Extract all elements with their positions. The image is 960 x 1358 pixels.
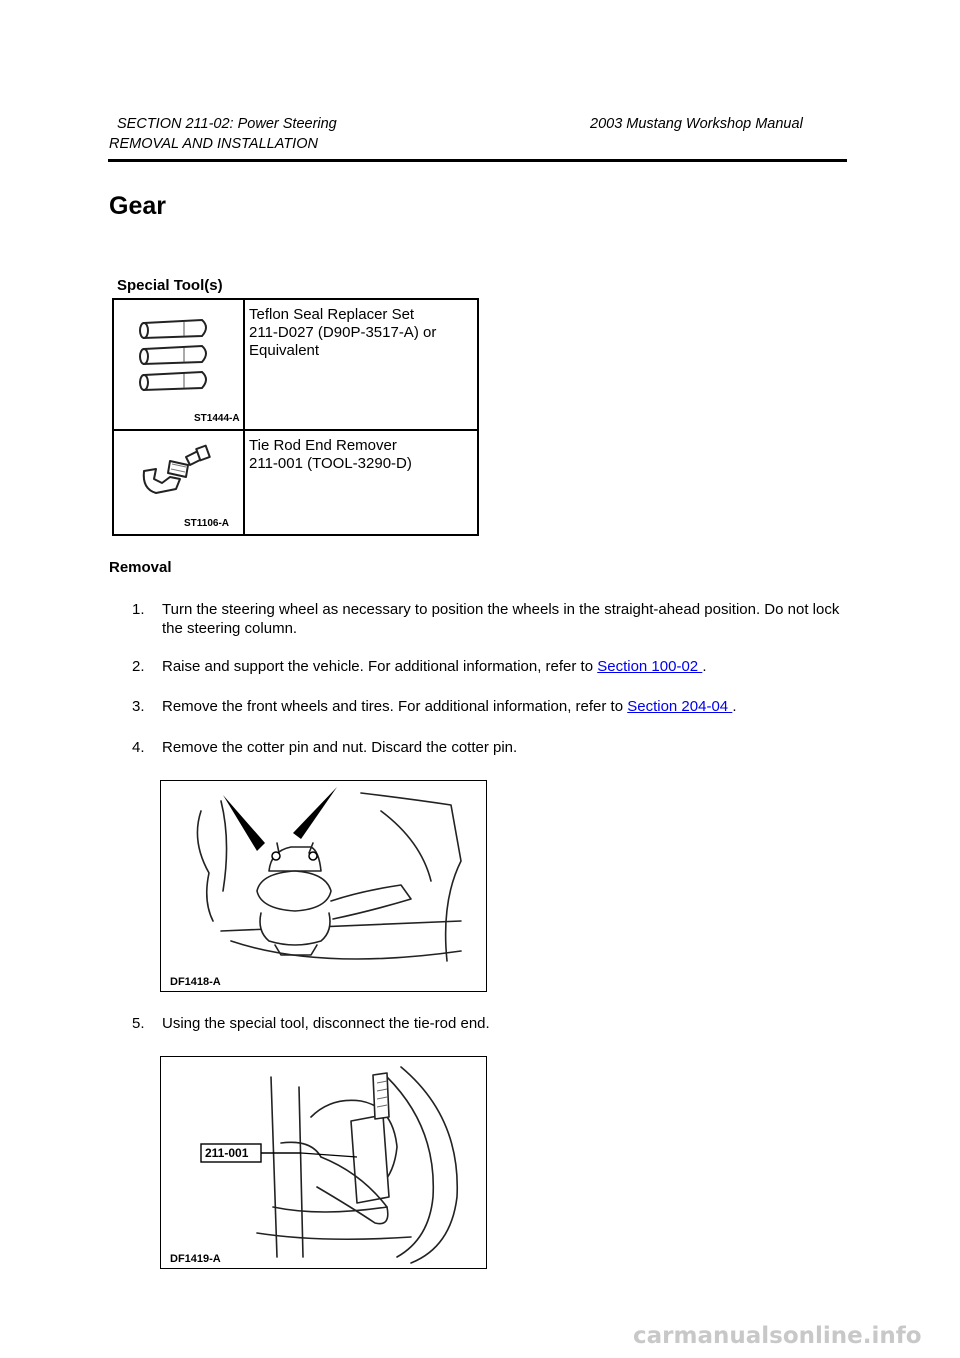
special-tools-table: [112, 298, 479, 536]
tie-rod-end-remover-illustration: [160, 1056, 487, 1269]
watermark: carmanualsonline.info: [633, 1323, 922, 1349]
tool-callout-label: 211-001: [205, 1146, 249, 1160]
tie-rod-end-cotter-pin-illustration: [160, 780, 487, 992]
step-text: Turn the steering wheel as necessary to position the wheels in the straight-ahead position. Do not lock the steering column.: [162, 601, 840, 637]
tool-description: [249, 306, 474, 360]
step-item: [132, 697, 852, 717]
header-section-title: SECTION 211-02: Power Steering: [117, 116, 337, 132]
step-text-before: Raise and support the vehicle. For additional information, refer to: [162, 658, 598, 675]
tool-image-label: ST1106-A: [184, 518, 230, 529]
step-item: [132, 738, 852, 758]
header-manual-title: 2003 Mustang Workshop Manual: [590, 116, 803, 132]
section-link-204-04[interactable]: Section 204-04: [627, 698, 733, 715]
figure-label: DF1419-A: [170, 1253, 221, 1265]
special-tools-heading: Special Tool(s): [117, 277, 223, 294]
tool-name: Tie Rod End Remover: [249, 437, 397, 454]
figure-label: DF1418-A: [170, 976, 221, 988]
header-divider: [108, 159, 847, 162]
step-text: [162, 697, 852, 716]
tool-number: 211-001 (TOOL-3290-D): [249, 455, 412, 472]
tie-rod-end-remover-icon: [114, 431, 245, 534]
tool-row: [114, 431, 477, 534]
step-text: [162, 657, 852, 676]
section-link-100-02[interactable]: Section 100-02: [597, 658, 703, 675]
removal-heading: Removal: [109, 559, 172, 576]
tool-number: 211-D027 (D90P-3517-A) or: [249, 324, 437, 341]
tool-note: Equivalent: [249, 342, 320, 359]
tool-row: [114, 300, 477, 431]
step-text-after: .: [702, 658, 707, 675]
step-item: [132, 657, 852, 677]
step-text: Using the special tool, disconnect the tie-rod end.: [162, 1015, 490, 1032]
step-number: 1.: [132, 601, 145, 618]
step-number: 5.: [132, 1015, 145, 1032]
step-number: 3.: [132, 698, 145, 715]
tool-name: Teflon Seal Replacer Set: [249, 306, 415, 323]
step-item: [132, 1014, 852, 1034]
step-item: [132, 600, 852, 640]
header-subsection: REMOVAL AND INSTALLATION: [109, 136, 318, 152]
seal-replacer-set-icon: [114, 300, 245, 429]
step-text-before: Remove the front wheels and tires. For additional information, refer to: [162, 698, 628, 715]
page-title: Gear: [109, 192, 166, 220]
step-text-after: .: [732, 698, 737, 715]
step-text: Remove the cotter pin and nut. Discard the cotter pin.: [162, 739, 518, 756]
tool-description: [249, 437, 474, 473]
step-number: 4.: [132, 739, 145, 756]
step-number: 2.: [132, 658, 145, 675]
tool-image-label: ST1444-A: [194, 413, 240, 424]
